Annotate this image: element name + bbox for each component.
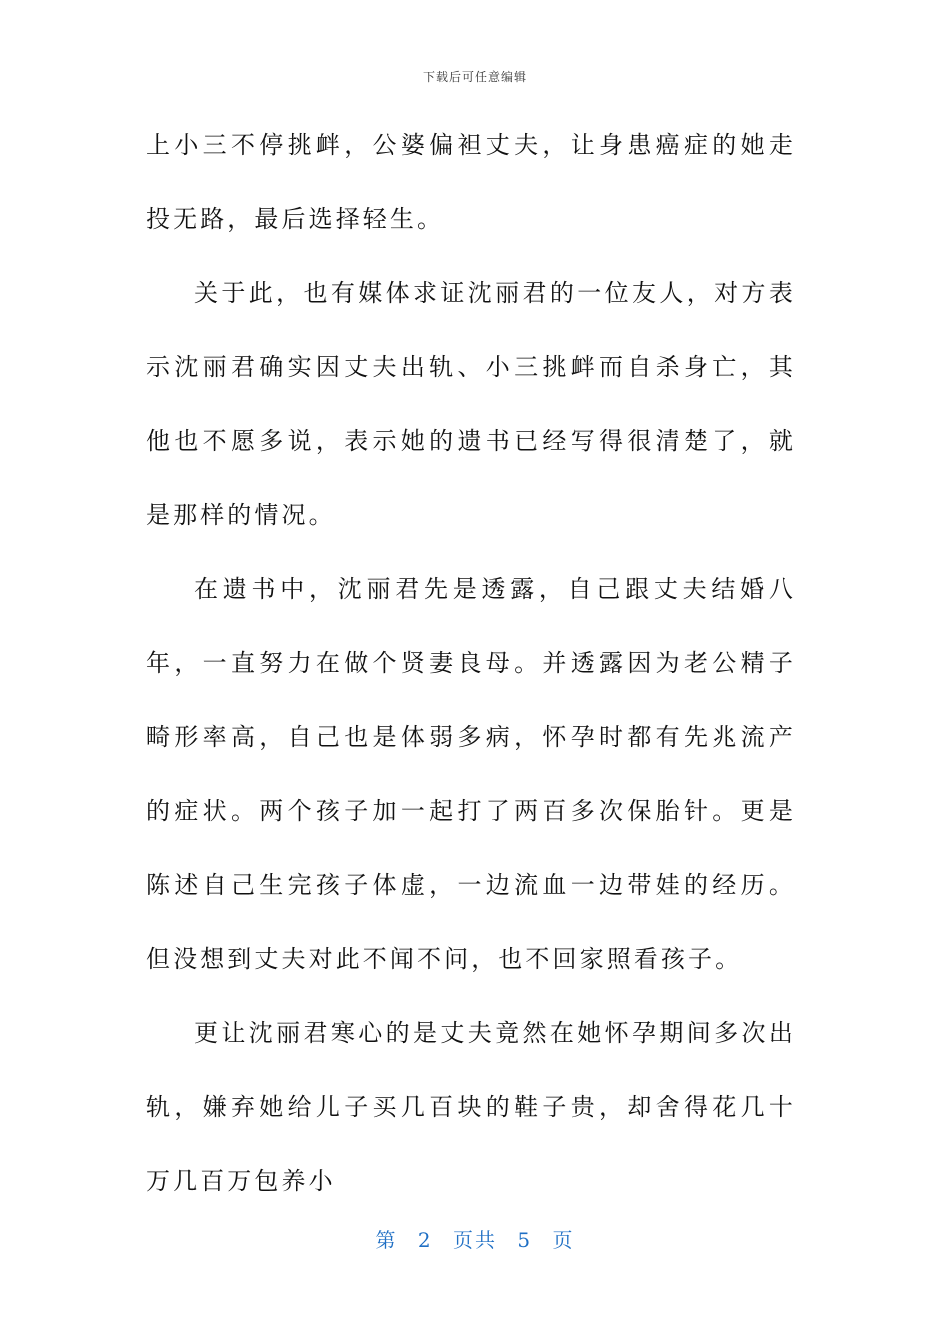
paragraph: 在遗书中，沈丽君先是透露，自己跟丈夫结婚八年，一直努力在做个贤妻良母。并透露因为老公精子畸形率高，自己也是体弱多病，怀孕时都有先兆流产的症状。两个孩子加一起打了两百多次保胎针。更是陈述自己生完孩子体虚，一边流血一边带娃的经历。但没想到丈夫对此不闻不问，也不回家照看孩子。 (146, 575, 796, 973)
footer-page-number: 2 (417, 1228, 433, 1252)
footer-suffix: 页 (552, 1228, 575, 1252)
footer-prefix: 第 (375, 1228, 398, 1252)
paragraph-continued: 上小三不停挑衅，公婆偏袒丈夫，让身患癌症的她走投无路，最后选择轻生。 (146, 131, 796, 233)
page-footer (0, 1224, 950, 1253)
footer-total-pages: 5 (517, 1228, 533, 1252)
paragraph: 关于此，也有媒体求证沈丽君的一位友人，对方表示沈丽君确实因丈夫出轨、小三挑衅而自杀身亡，其他也不愿多说，表示她的遗书已经写得很清楚了，就是那样的情况。 (146, 279, 796, 529)
header-note: 下载后可任意编辑 (422, 70, 527, 84)
paragraph: 更让沈丽君寒心的是丈夫竟然在她怀孕期间多次出轨，嫌弃她给儿子买几百块的鞋子贵，却舍得花几十万几百万包养小 (146, 1019, 796, 1195)
text-block-top (146, 108, 796, 552)
footer-middle: 页共 (453, 1228, 497, 1252)
text-block-bottom (146, 552, 796, 1218)
